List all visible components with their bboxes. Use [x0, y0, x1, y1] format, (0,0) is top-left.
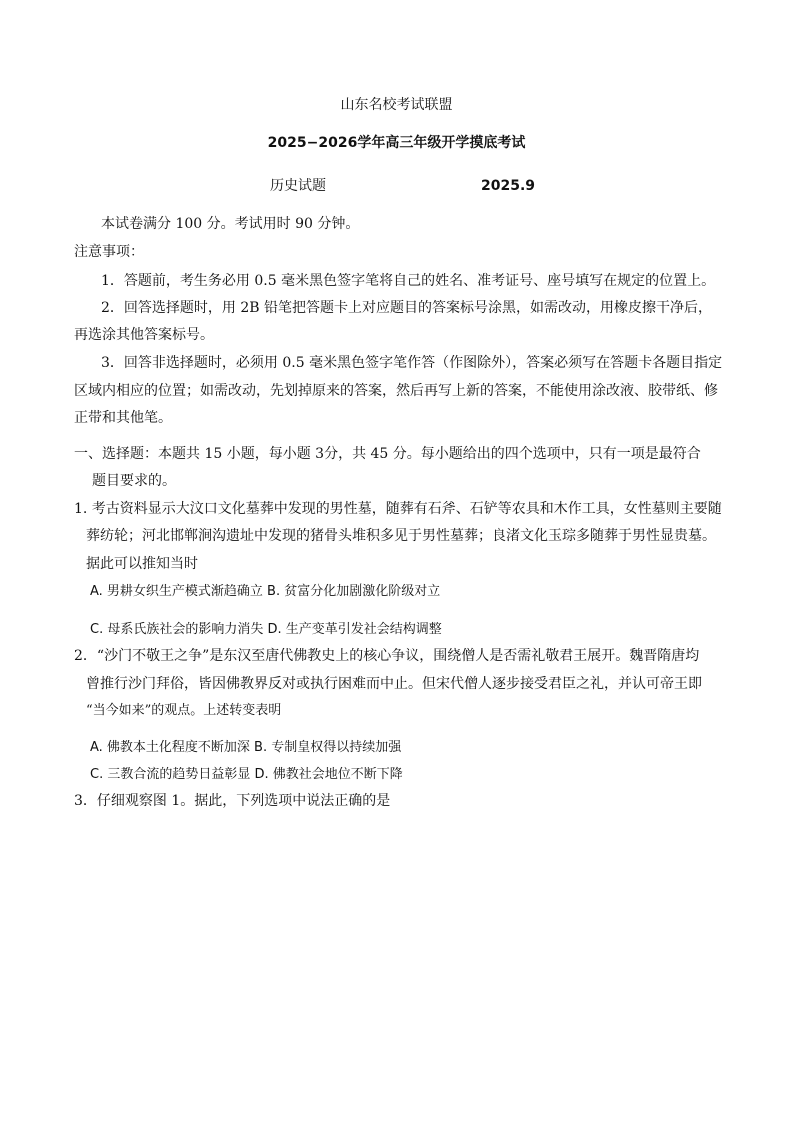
notice-title: 注意事项： [74, 244, 144, 260]
question-1-stem: 1. 考古资料显示大汶口文化墓葬中发现的男性墓，随葬有石斧、石铲等农具和木作工具，女性墓则主要随 [74, 501, 722, 517]
notice-item-3: 3．回答非选择题时，必须用 0.5 毫米黑色签字笔作答（作图除外），答案必须写在答题卡各题目指定 [101, 355, 723, 371]
question-3-stem: 3．仔细观察图 1。据此，下列选项中说法正确的是 [74, 793, 391, 809]
notice-item-2-cont: 再选涂其他答案标号。 [74, 327, 214, 343]
question-2-stem: 2．“沙门不敬王之争”是东汉至唐代佛教史上的核心争议，围绕僧人是否需礼敬君王展开。魏晋隋唐均 [74, 648, 700, 664]
notice-item-1: 1．答题前，考生务必用 0.5 毫米黑色签字笔将自己的姓名、准考证号、座号填写在规定的位置上。 [101, 273, 716, 289]
notice-item-3-cont-1: 区域内相应的位置；如需改动，先划掉原来的答案，然后再写上新的答案，不能使用涂改液、胶带纸、修 [74, 383, 718, 399]
alliance-title: 山东名校考试联盟 [340, 97, 453, 113]
notice-item-2: 2．回答选择题时，用 2B 铅笔把答题卡上对应题目的答案标号涂黑，如需改动，用橡皮擦干净后， [101, 300, 713, 316]
notice-item-3-cont-2: 正带和其他笔。 [74, 410, 172, 426]
question-2-stem-end: “当今如来”的观点。上述转变表明 [86, 703, 282, 718]
question-1-options-cd: C. 母系氏族社会的影响力消失 D. 生产变革引发社会结构调整 [90, 622, 442, 637]
section-heading-cont: 题目要求的。 [92, 473, 176, 489]
question-1-stem-end: 据此可以推知当时 [86, 556, 198, 572]
question-2-options-cd: C. 三教合流的趋势日益彰显 D. 佛教社会地位不断下降 [90, 767, 403, 782]
score-time-text: 本试卷满分 100 分。考试用时 90 分钟。 [101, 216, 360, 232]
subject-label: 历史试题 [270, 178, 326, 194]
question-2-options-ab: A. 佛教本土化程度不断加深 B. 专制皇权得以持续加强 [90, 740, 402, 755]
question-1-stem-cont: 葬纺轮；河北邯郸涧沟遗址中发现的猪骨头堆积多见于男性墓葬；良渚文化玉琮多随葬于男性显贵墓。 [86, 528, 716, 544]
question-2-stem-cont: 曾推行沙门拜俗，皆因佛教界反对或执行困难而中止。但宋代僧人逐步接受君臣之礼，并认可帝王即 [86, 676, 702, 692]
question-1-options-ab: A. 男耕女织生产模式渐趋确立 B. 贫富分化加剧激化阶级对立 [90, 584, 441, 599]
section-heading: 一、选择题：本题共 15 小题，每小题 3分，共 45 分。每小题给出的四个选项中，只有一项是最符合 [74, 446, 701, 462]
exam-title: 2025−2026学年高三年级开学摸底考试 [267, 135, 526, 151]
exam-date: 2025.9 [481, 178, 536, 194]
